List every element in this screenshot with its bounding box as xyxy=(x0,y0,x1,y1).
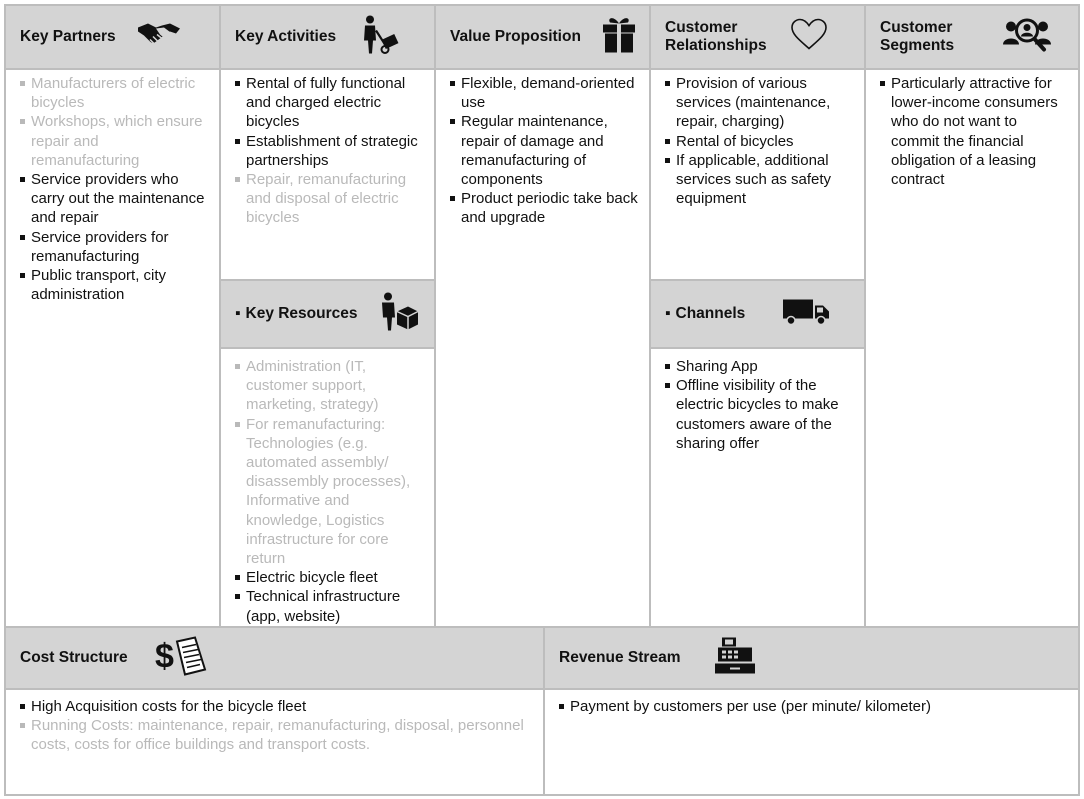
list-item: Running Costs: maintenance, repair, remanufacturing, disposal, personnel costs, costs for office buildings and transport costs. xyxy=(20,716,525,754)
svg-text:$: $ xyxy=(155,637,174,676)
list-item: Rental of fully functional and charged electric bicycles xyxy=(235,74,423,132)
gift-icon xyxy=(602,16,636,59)
list-item: Establishment of strategic partnerships xyxy=(235,132,423,170)
key-resources-block xyxy=(219,279,436,628)
customer-segments-block xyxy=(864,4,1080,628)
revenue-stream-block xyxy=(543,626,1080,796)
key-activities-list xyxy=(235,74,423,228)
list-item: If applicable, additional services such as safety equipment xyxy=(665,151,853,209)
list-item: Product periodic take back and upgrade xyxy=(450,189,640,227)
cost-structure-header xyxy=(6,628,543,690)
list-item: Flexible, demand-oriented use xyxy=(450,74,640,112)
worker-with-box-icon xyxy=(379,292,419,337)
customer-segments-list xyxy=(880,74,1068,189)
list-item: Administration (IT, customer support, marketing, strategy) xyxy=(235,357,425,415)
customer-relationships-header xyxy=(651,6,864,70)
channels-title: ▪ Channels xyxy=(665,305,745,323)
key-partners-title: Key Partners xyxy=(20,28,116,45)
key-partners-list xyxy=(20,74,210,304)
value-proposition-block xyxy=(434,4,651,628)
revenue-stream-header xyxy=(545,628,1078,690)
list-item: Manufacturers of electric bicycles xyxy=(20,74,210,112)
value-proposition-title: Value Proposition xyxy=(450,28,581,45)
customer-relationships-block xyxy=(649,4,866,281)
customer-segments-header xyxy=(866,6,1078,70)
key-resources-title: ▪ Key Resources xyxy=(235,305,358,323)
value-proposition-list xyxy=(450,74,640,228)
truck-icon xyxy=(782,298,830,331)
key-activities-header xyxy=(221,6,434,70)
value-proposition-header xyxy=(436,6,649,70)
channels-header xyxy=(651,281,864,349)
worker-with-cart-icon xyxy=(359,15,403,60)
list-item: Technical infrastructure (app, website) xyxy=(235,587,425,625)
list-item: Rental of bicycles xyxy=(665,132,853,151)
list-item: Public transport, city administration xyxy=(20,266,210,304)
key-partners-block xyxy=(4,4,221,628)
cash-register-icon xyxy=(714,637,756,680)
list-item: Electric bicycle fleet xyxy=(235,568,425,587)
revenue-stream-title: Revenue Stream xyxy=(559,649,681,666)
customer-relationships-list xyxy=(665,74,853,208)
list-item: Particularly attractive for lower-income consumers who do not want to commit the financial obligation of a leasing contract xyxy=(880,74,1068,189)
cost-structure-block xyxy=(4,626,545,796)
customer-relationships-title: Customer Relationships xyxy=(665,19,767,54)
cost-structure-title: Cost Structure xyxy=(20,649,128,666)
people-search-icon xyxy=(1002,17,1052,58)
list-item: Service providers who carry out the maintenance and repair xyxy=(20,170,210,228)
list-item: Service providers for remanufacturing xyxy=(20,228,210,266)
channels-block xyxy=(649,279,866,628)
list-item: Regular maintenance, repair of damage and remanufacturing of components xyxy=(450,112,640,189)
key-activities-block xyxy=(219,4,436,281)
list-item: Workshops, which ensure repair and remanufacturing xyxy=(20,112,210,170)
key-activities-title: Key Activities xyxy=(235,28,337,45)
channels-list xyxy=(665,357,855,453)
cost-structure-list xyxy=(20,697,525,755)
key-partners-header xyxy=(6,6,219,70)
list-item: For remanufacturing: Technologies (e.g. automated assembly/ disassembly processes), Informative and knowledge, Logistics infrastructure for core return xyxy=(235,415,425,569)
list-item: Repair, remanufacturing and disposal of electric bicycles xyxy=(235,170,423,228)
key-resources-header xyxy=(221,281,434,349)
handshake-icon xyxy=(136,20,182,55)
customer-segments-title: Customer Segments xyxy=(880,19,955,54)
list-item: Offline visibility of the electric bicycles to make customers aware of the sharing offer xyxy=(665,376,855,453)
heart-icon xyxy=(790,18,828,57)
revenue-stream-list xyxy=(559,697,1064,716)
list-item: Sharing App xyxy=(665,357,855,376)
list-item: Provision of various services (maintenance, repair, charging) xyxy=(665,74,853,132)
key-resources-list xyxy=(235,357,425,626)
dollar-document-icon xyxy=(155,634,207,683)
list-item: Payment by customers per use (per minute/ kilometer) xyxy=(559,697,1064,716)
list-item: High Acquisition costs for the bicycle fleet xyxy=(20,697,525,716)
